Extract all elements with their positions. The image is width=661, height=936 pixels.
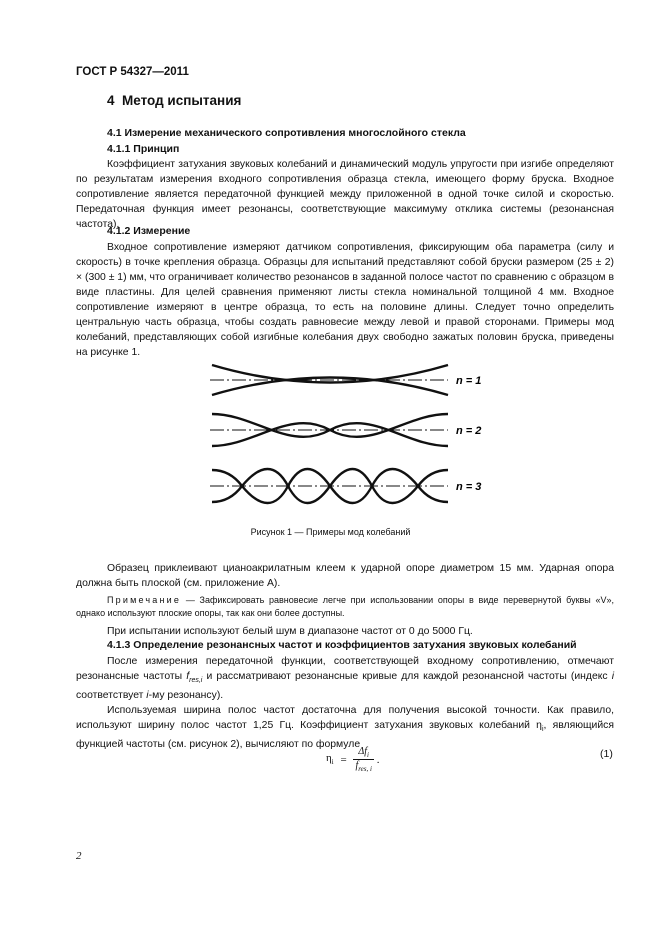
f-res-symbol: $f_{res,i}$ — [186, 671, 203, 685]
note-label: Примечание — [107, 595, 182, 605]
mode-1-diagram — [210, 365, 448, 395]
paragraph-white-noise: При испытании используют белый шум в диапазоне частот от 0 до 5000 Гц. — [107, 626, 473, 637]
paragraph-measurement: Входное сопротивление измеряют датчиком сопротивления, фиксирующим оба параметра (силу и скорость) в точке крепления образца. Образцы для испытаний представляют собой бруски размером (25 ± 2) × (300 ± 1) мм, что ограничивает количество резонансов в заданной полосе частот по сравнению с образцом в виде пластины. Для целей сравнения применяют листы стекла номинальной толщиной 4 мм. Входное сопротивление измеряют в центре образца, то есть на половине длины. Следует точно определить центральную часть образца, чтобы создать равновесие между левой и правой сторонами. Примеры мод колебаний, представляющих собой изгибные колебания двух свободно зажатых половин бруска, приведены на рисунке 1. — [76, 242, 614, 358]
subsection-4-1-heading: 4.1 Измерение механического сопротивления многослойного стекла — [107, 127, 466, 139]
figure-vibration-modes — [200, 352, 500, 514]
mode-3-diagram — [210, 469, 448, 503]
mode-2-diagram — [210, 414, 448, 446]
page-number: 2 — [76, 850, 82, 862]
formula-1: $\eta_i$ = $\Delta f_i$ $f_{res, i}$ . — [326, 746, 380, 773]
section-heading — [107, 93, 241, 108]
note — [76, 594, 614, 620]
mode-1-label: n = 1 — [456, 375, 482, 387]
paragraph-adhesive: Образец приклеивают цианоакрилатным клеем к ударной опоре диаметром 15 мм. Ударная опора должна быть плоской (см. приложение А). — [76, 563, 614, 589]
section-title: Метод испытания — [122, 93, 242, 108]
paragraph-principle: Коэффициент затухания звуковых колебаний и динамический модуль упругости при изгибе определяют по результатам измерения входного сопротивления образца стекла, имеющего форму бруска. Входное сопротивление является передаточной функцией между приложенной в одной точке силой и скоростью. Передаточная функция имеет резонансы, соответствующие максимуму отклика системы (резонансная частота). — [76, 159, 614, 230]
figure-caption: Рисунок 1 — Примеры мод колебаний — [250, 527, 411, 537]
section-number: 4 — [107, 93, 115, 108]
note-text: — Зафиксировать равновесие легче при использовании опоры в виде перевернутой буквы «V», однако используют плоские опоры, так как они более доступны. — [76, 595, 614, 618]
formula-number: (1) — [600, 748, 613, 760]
subsection-4-1-2-heading: 4.1.2 Измерение — [107, 225, 191, 237]
subsection-4-1-1-heading: 4.1.1 Принцип — [107, 143, 180, 155]
paragraph-bandwidth: Используемая ширина полос частот достаточна для получения высокой точности. Как правило, используют ширину полос частот 1,25 Гц. Коэффициент затухания звуковых колебаний $\eta_i$, являющийся функцией частоты (см. рисунок 2), вычисляют по формуле — [76, 705, 614, 751]
mode-3-label: n = 3 — [456, 481, 482, 493]
mode-2-label: n = 2 — [456, 425, 482, 437]
subsection-4-1-3-heading: 4.1.3 Определение резонансных частот и коэффициентов затухания звуковых колебаний — [107, 639, 577, 651]
paragraph-resonance: После измерения передаточной функции, соответствующей входному сопротивлению, отмечают резонансные частоты $f_{res,i}$ и рассматривают резонансные кривые для каждой резонансной частоты (индекс i соответствует i-му резонансу). — [76, 656, 615, 702]
document-header: ГОСТ Р 54327—2011 — [76, 66, 189, 78]
